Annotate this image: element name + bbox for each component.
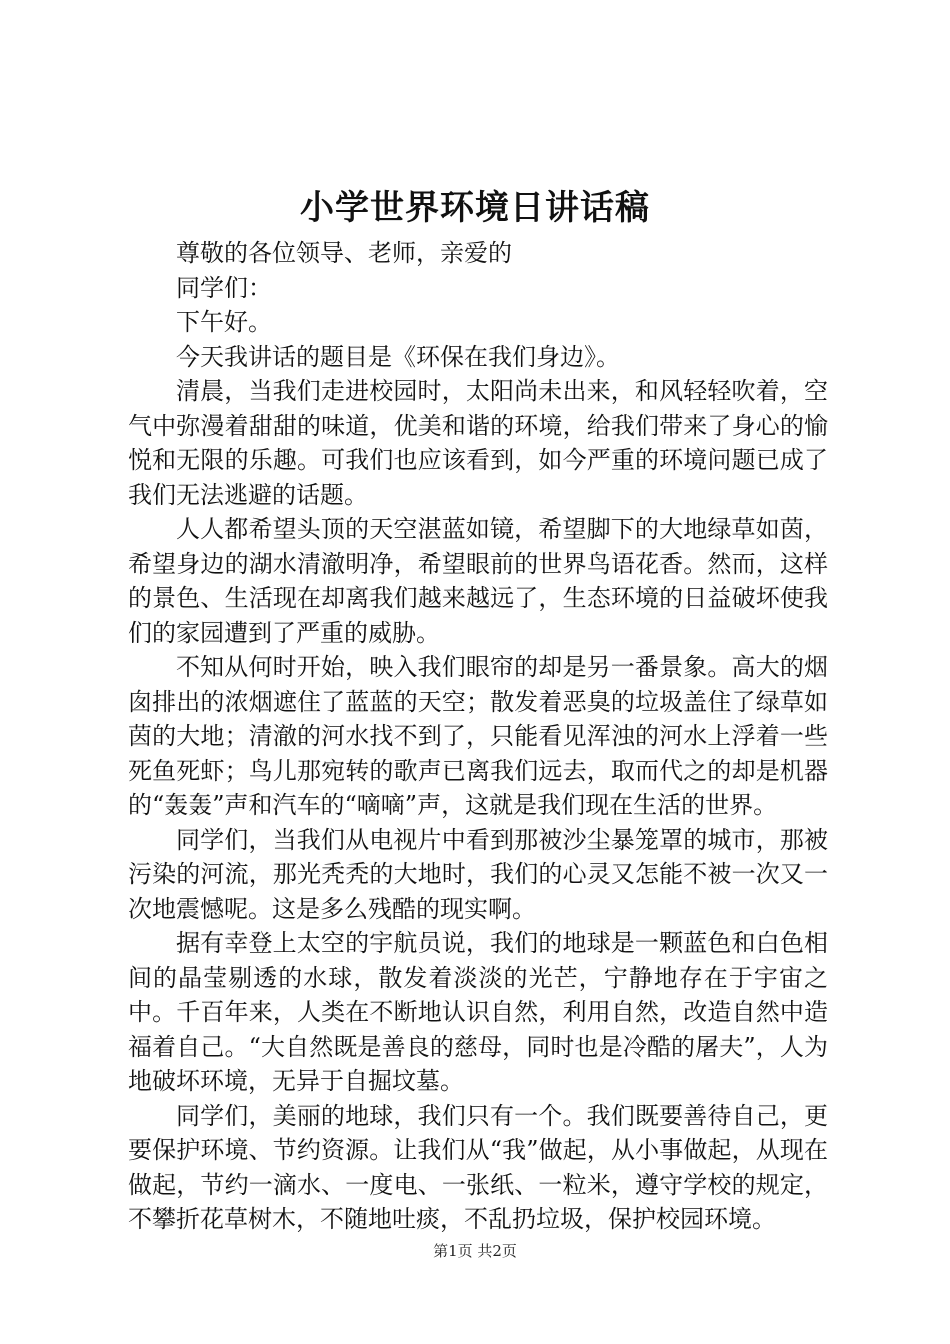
paragraph-body-1: 清晨，当我们走进校园时，太阳尚未出来，和风轻轻吹着，空气中弥漫着甜甜的味道，优美和谐的环境，给我们带来了身心的愉悦和无限的乐趣。可我们也应该看到，如今严重的环境问题已成了我们无法逃避的话题。 <box>128 377 828 509</box>
paragraph-salutation-1: 尊敬的各位领导、老师，亲爱的 <box>176 239 512 267</box>
page-number-footer: 第1页 共2页 <box>433 1242 517 1260</box>
paragraph-body-5: 据有幸登上太空的宇航员说，我们的地球是一颗蓝色和白色相间的晶莹剔透的水球，散发着淡淡的光芒，宁静地存在于宇宙之中。千百年来，人类在不断地认识自然，利用自然，改造自然中造福着自己。“大自然既是善良的慈母，同时也是冷酷的屠夫”，人为地破坏环境，无异于自掘坟墓。 <box>128 929 828 1095</box>
paragraph-body-3: 不知从何时开始，映入我们眼帘的却是另一番景象。高大的烟囱排出的浓烟遮住了蓝蓝的天空；散发着恶臭的垃圾盖住了绿草如茵的大地；清澈的河水找不到了，只能看见浑浊的河水上浮着一些死鱼死虾；鸟儿那宛转的歌声已离我们远去，取而代之的却是机器的“轰轰”声和汽车的“嘀嘀”声，这就是我们现在生活的世界。 <box>128 653 828 819</box>
paragraph-topic: 今天我讲话的题目是《环保在我们身边》。 <box>176 342 620 371</box>
paragraph-greeting: 下午好。 <box>176 308 272 336</box>
paragraph-body-4: 同学们，当我们从电视片中看到那被沙尘暴笼罩的城市，那被污染的河流，那光秃秃的大地时，我们的心灵又怎能不被一次又一次地震憾呢。这是多么残酷的现实啊。 <box>128 825 828 923</box>
paragraph-body-6: 同学们，美丽的地球，我们只有一个。我们既要善待自己，更要保护环境、节约资源。让我们从“我”做起，从小事做起，从现在做起，节约一滴水、一度电、一张纸、一粒米，遵守学校的规定，不攀折花草树木，不随地吐痰，不乱扔垃圾，保护校园环境。 <box>128 1101 828 1233</box>
paragraph-body-2: 人人都希望头顶的天空湛蓝如镜，希望脚下的大地绿草如茵，希望身边的湖水清澈明净，希望眼前的世界鸟语花香。然而，这样的景色、生活现在却离我们越来越远了，生态环境的日益破坏使我们的家园遭到了严重的威胁。 <box>128 515 828 647</box>
document-title: 小学世界环境日讲话稿 <box>300 188 650 228</box>
paragraph-salutation-2: 同学们： <box>176 273 272 302</box>
document-body <box>128 236 828 1237</box>
